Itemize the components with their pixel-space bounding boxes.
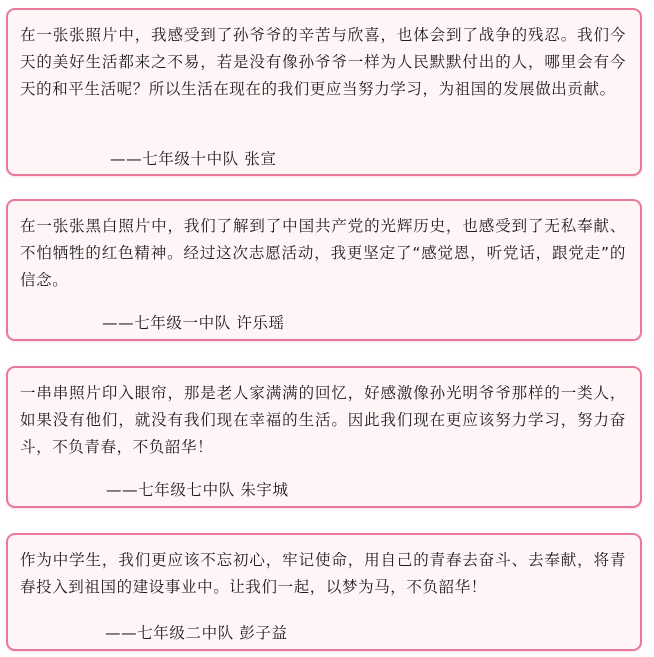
reflection-signature: ——七年级二中队 彭子益 [105, 624, 288, 642]
reflection-text: 一串串照片印入眼帘，那是老人家满满的回忆，好感激像孙光明爷爷那样的一类人，如果没有他们，就没有我们现在幸福的生活。因此我们现在更应该努力学习，努力奋斗，不负青春，不负韶华！ [20, 384, 626, 456]
reflection-card [6, 366, 642, 508]
reflection-card [6, 533, 642, 651]
reflection-text: 作为中学生，我们更应该不忘初心，牢记使命，用自己的青春去奋斗、去奉献，将青春投入到祖国的建设事业中。让我们一起，以梦为马，不负韶华！ [20, 551, 626, 596]
reflection-text: 在一张张照片中，我感受到了孙爷爷的辛苦与欣喜，也体会到了战争的残忍。我们今天的美好生活都来之不易，若是没有像孙爷爷一样为人民默默付出的人，哪里会有今天的和平生活呢？所以生活在现在的我们更应当努力学习，为祖国的发展做出贡献。 [20, 26, 626, 98]
reflection-card [6, 199, 642, 341]
reflection-text: 在一张张黑白照片中，我们了解到了中国共产党的光辉历史，也感受到了无私奉献、不怕牺牲的红色精神。经过这次志愿活动，我更坚定了“感觉恩，听党话，跟党走”的信念。 [20, 217, 626, 289]
reflection-signature: ——七年级十中队 张宣 [110, 150, 277, 168]
reflection-signature: ——七年级七中队 朱宇城 [106, 481, 289, 499]
reflection-card [6, 8, 642, 176]
reflection-signature: ——七年级一中队 许乐瑶 [102, 314, 285, 332]
